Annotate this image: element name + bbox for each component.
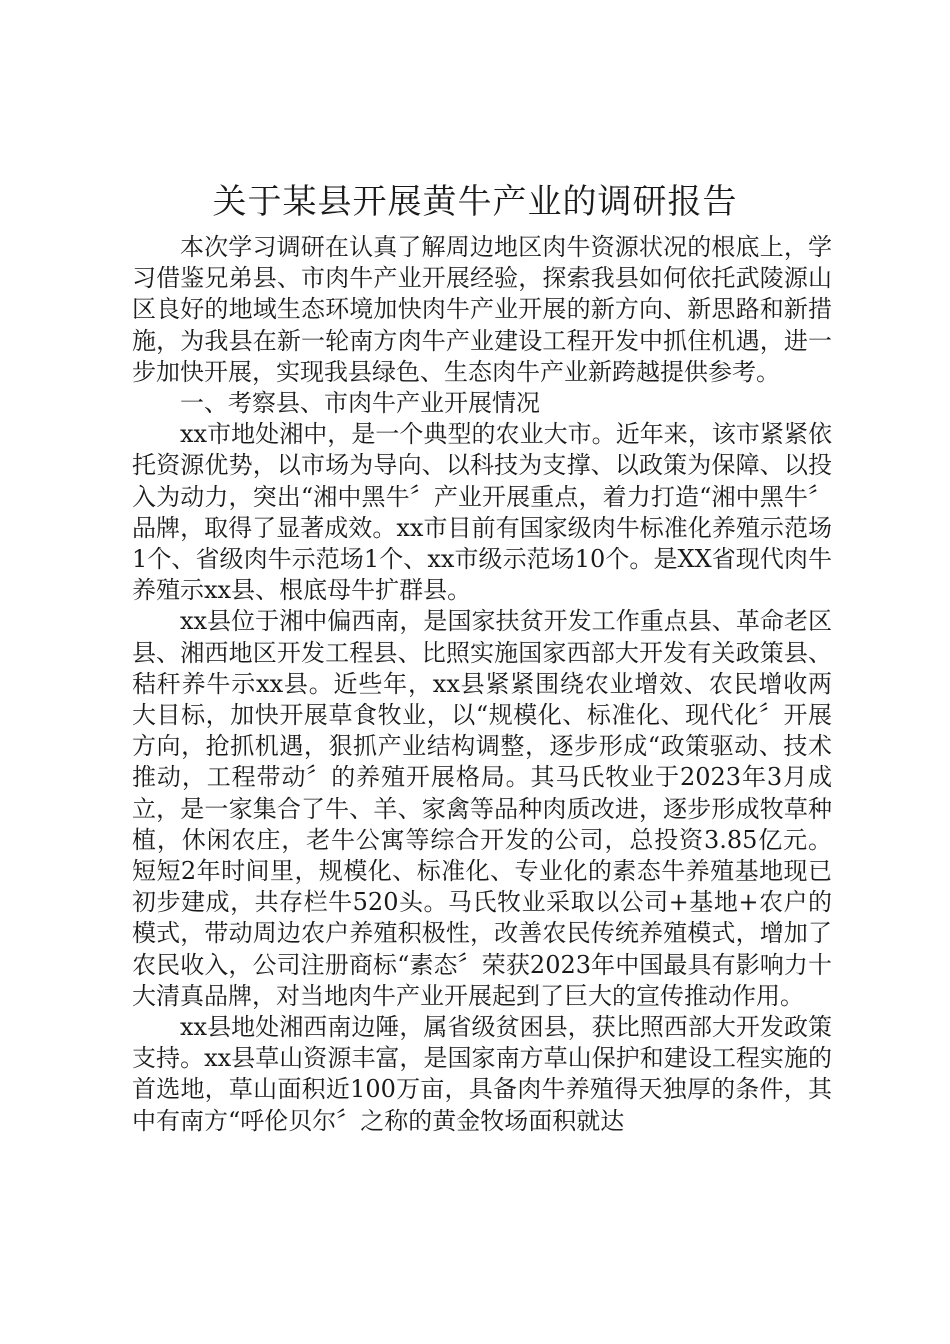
paragraph-xx-city: xx市地处湘中，是一个典型的农业大市。近年来，该市紧紧依托资源优势，以市场为导向、以科技为支撑、以政策为保障、以投入为动力，突出“湘中黑牛〞产业开展重点，着力打造“湘中黑牛〞品牌，取得了显著成效。xx市目前有国家级肉牛标准化养殖示范场1个、省级肉牛示范场1个、xx市级示范场10个。是XX省现代肉牛养殖示xx县、根底母牛扩群县。 — [132, 420, 832, 605]
paragraph-intro: 本次学习调研在认真了解周边地区肉牛资源状况的根底上，学习借鉴兄弟县、市肉牛产业开展经验，探索我县如何依托武陵源山区良好的地域生态环境加快肉牛产业开展的新方向、新思路和新措施，为我县在新一轮南方肉牛产业建设工程开发中抓住机遇，进一步加快开展，实现我县绿色、生态肉牛产业新跨越提供参考。 — [132, 233, 832, 386]
paragraph-xx-county-1: xx县位于湘中偏西南，是国家扶贫开发工作重点县、革命老区县、湘西地区开发工程县、比照实施国家西部大开发有关政策县、秸秆养牛示xx县。近些年，xx县紧紧围绕农业增效、农民增收两大目标，加快开展草食牧业，以“规模化、标准化、现代化〞开展方向，抢抓机遇，狠抓产业结构调整，逐步形成“政策驱动、技术推动，工程带动〞的养殖开展格局。其马氏牧业于2023年3月成立，是一家集合了牛、羊、家禽等品种肉质改进，逐步形成牧草种植，休闲农庄，老牛公寓等综合开发的公司，总投资3.85亿元。短短2年时间里，规模化、标准化、专业化的素态牛养殖基地现已初步建成，共存栏牛520头。马氏牧业采取以公司+基地+农户的模式，带动周边农户养殖积极性，改善农民传统养殖模式，增加了农民收入，公司注册商标“素态〞荣获2023年中国最具有影响力十大清真品牌，对当地肉牛产业开展起到了巨大的宣传推动作用。 — [132, 607, 832, 1010]
document-title: 关于某县开展黄牛产业的调研报告 — [212, 182, 738, 222]
section-heading: 一、考察县、市肉牛产业开展情况 — [180, 389, 540, 418]
paragraph-xx-county-2: xx县地处湘西南边陲，属省级贫困县，获比照西部大开发政策支持。xx县草山资源丰富，是国家南方草山保护和建设工程实施的首选地，草山面积近100万亩，具备肉牛养殖得天独厚的条件，其中有南方“呼伦贝尔〞之称的黄金牧场面积就达 — [132, 1013, 832, 1135]
document-body — [132, 232, 832, 1137]
